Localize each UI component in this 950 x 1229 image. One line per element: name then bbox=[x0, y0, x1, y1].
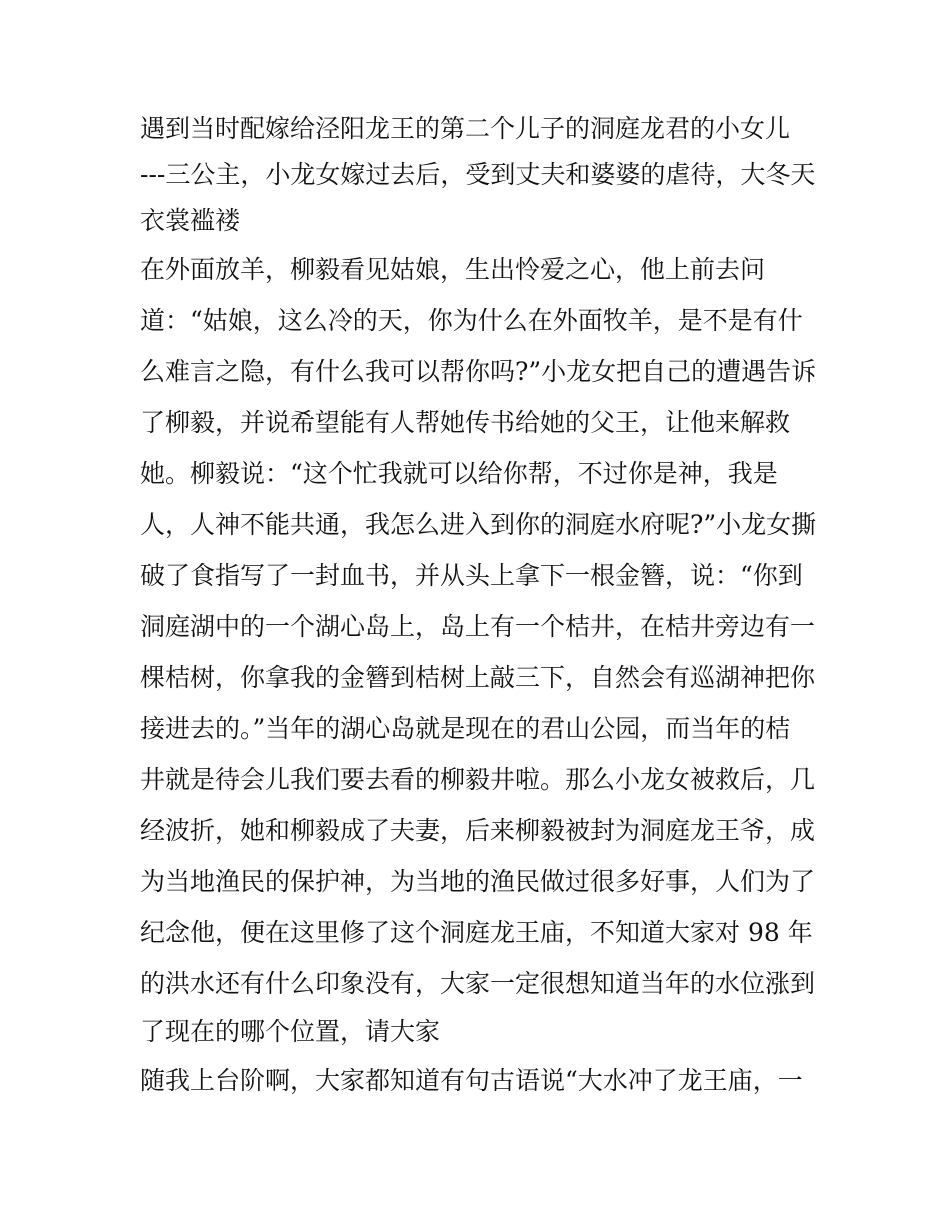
text-line: 了柳毅，并说希望能有人帮她传书给她的父王，让他来解救 bbox=[140, 408, 791, 437]
text-line: 棵桔树，你拿我的金簪到桔树上敲三下，自然会有巡湖神把你 bbox=[140, 663, 816, 692]
text-line: 为当地渔民的保护神，为当地的渔民做过很多好事，人们为了 bbox=[140, 867, 816, 896]
text-line: 遇到当时配嫁给泾阳龙王的第二个儿子的洞庭龙君的小女儿 bbox=[140, 114, 791, 143]
text-line: ---三公主，小龙女嫁过去后，受到丈夫和婆婆的虐待，大冬天 bbox=[140, 160, 816, 189]
text-line: 井就是待会儿我们要去看的柳毅井啦。那么小龙女被救后，几 bbox=[140, 765, 816, 794]
text-line: 洞庭湖中的一个湖心岛上，岛上有一个桔井，在桔井旁边有一 bbox=[140, 612, 816, 641]
text-line: 人，人神不能共通，我怎么进入到你的洞庭水府呢?”小龙女撕 bbox=[140, 510, 817, 539]
text-line: 道：“姑娘，这么冷的天，你为什么在外面牧羊，是不是有什 bbox=[140, 306, 803, 335]
text-line: 随我上台阶啊，大家都知道有句古语说“大水冲了龙王庙，一 bbox=[140, 1066, 803, 1095]
body-text bbox=[140, 106, 830, 1106]
text-line: 的洪水还有什么印象没有，大家一定很想知道当年的水位涨到 bbox=[140, 969, 816, 998]
text-line: 经波折，她和柳毅成了夫妻，后来柳毅被封为洞庭龙王爷，成 bbox=[140, 816, 816, 845]
text-line: 么难言之隐，有什么我可以帮你吗?”小龙女把自己的遭遇告诉 bbox=[140, 357, 817, 386]
text-line: 了现在的哪个位置，请大家 bbox=[140, 1017, 441, 1046]
text-line: 纪念他，便在这里修了这个洞庭龙王庙，不知道大家对 98 年 bbox=[140, 918, 813, 947]
text-line: 破了食指写了一封血书，并从头上拿下一根金簪，说：“你到 bbox=[140, 561, 803, 590]
text-line: 在外面放羊，柳毅看见姑娘，生出怜爱之心，他上前去问 bbox=[140, 255, 766, 284]
text-line: 她。柳毅说：“这个忙我就可以给你帮，不过你是神，我是 bbox=[140, 459, 778, 488]
text-line: 接进去的。”当年的湖心岛就是现在的君山公园，而当年的桔 bbox=[140, 714, 791, 743]
text-line: 衣裳褴褛 bbox=[140, 206, 241, 235]
